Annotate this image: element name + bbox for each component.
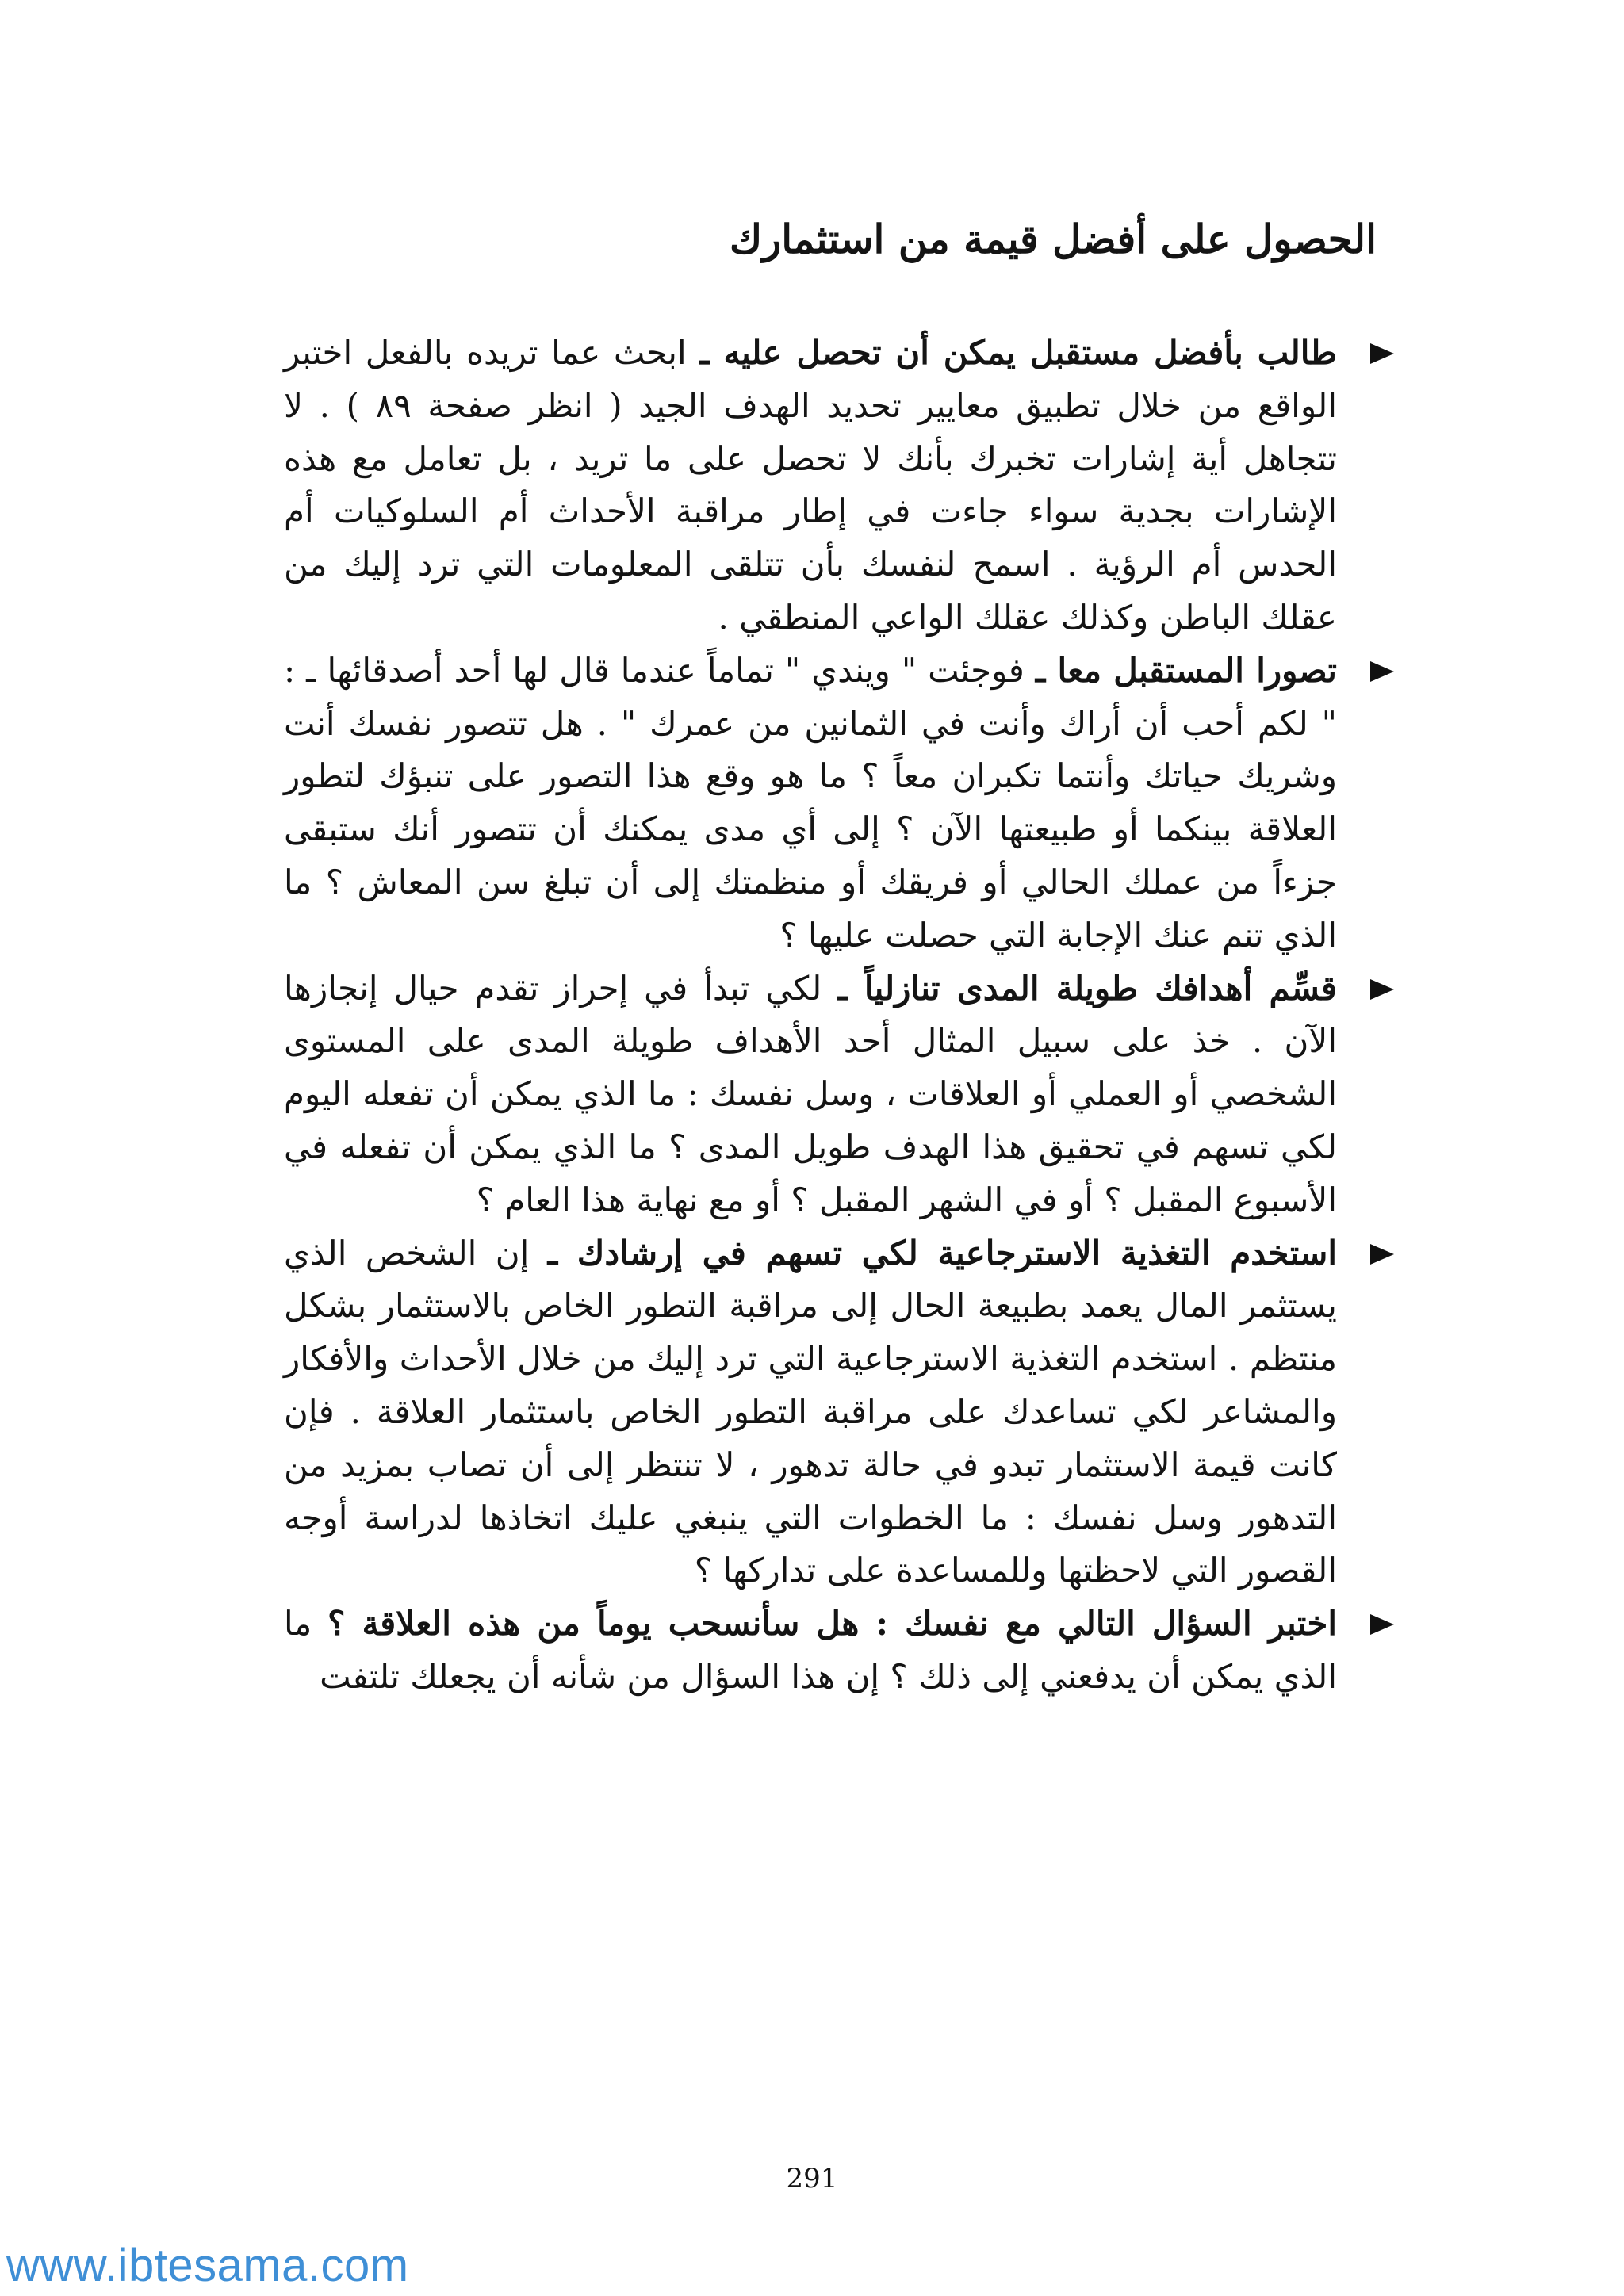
triangle-bullet-icon [1370, 343, 1394, 364]
bullet-lead: تصورا المستقبل معا ـ [1035, 650, 1337, 690]
bullet-lead: استخدم التغذية الاسترجاعية لكي تسهم في إرشادك ـ [547, 1233, 1337, 1272]
bullet-body: ما الذي يمكن أن يدفعني إلى ذلك ؟ إن هذا السؤال من شأنه أن يجعلك تلتفت [284, 1604, 1337, 1696]
bullet-list [284, 327, 1394, 1704]
bullet-item [284, 962, 1394, 1227]
bullet-item [284, 1227, 1394, 1598]
bullet-body: فوجئت " ويندي " تماماً عندما قال لها أحد أصدقائها ـ : " لكم أحب أن أراك وأنت في الثمانين من عمرك " . هل تتصور نفسك أنت وشريك حياتك وأنتما تكبران معاً ؟ ما هو وقع هذا التصور على تنبؤك لتطور العلاقة بينكما أو طبيعتها الآن ؟ إلى أي مدى يمكنك أن تتصور أنك ستبقى جزءاً من عملك الحالي أو فريقك أو منظمتك إلى أن تبلغ سن المعاش ؟ ما الذي تنم عنك الإجابة التي حصلت عليها ؟ [284, 650, 1337, 955]
page-title: الحصول على أفضل قيمة من استثمارك [729, 216, 1377, 262]
bullet-item [284, 327, 1394, 645]
bullet-body: لكي تبدأ في إحراز تقدم حيال إنجازها الآن . خذ على سبيل المثال أحد الأهداف طويلة المدى على المستوى الشخصي أو العملي أو العلاقات ، وسل نفسك : ما الذي يمكن أن تفعله اليوم لكي تسهم في تحقيق هذا الهدف طويل المدى ؟ ما الذي يمكن أن تفعله في الأسبوع المقبل ؟ أو في الشهر المقبل ؟ أو مع نهاية هذا العام ؟ [284, 968, 1337, 1219]
bullet-body: إن الشخص الذي يستثمر المال يعمد بطبيعة الحال إلى مراقبة التطور الخاص بالاستثمار بشكل منتظم . استخدم التغذية الاسترجاعية التي ترد إليك من خلال الأحداث والأفكار والمشاعر لكي تساعدك على مراقبة التطور الخاص باستثمار العلاقة . فإن كانت قيمة الاستثمار تبدو في حالة تدهور ، لا تنتظر إلى أن تصاب بمزيد من التدهور وسل نفسك : ما الخطوات التي ينبغي عليك اتخاذها لدراسة أوجه القصور التي لاحظتها وللمساعدة على تداركها ؟ [284, 1233, 1338, 1590]
bullet-item [284, 1598, 1394, 1704]
triangle-bullet-icon [1370, 1244, 1394, 1265]
bullet-body: ابحث عما تريده بالفعل اختبر الواقع من خلال تطبيق معايير تحديد الهدف الجيد ( انظر صفحة ٨٩ ) . لا تتجاهل أية إشارات تخبرك بأنك لا تحصل على ما تريد ، بل تعامل مع هذه الإشارات بجدية سواء جاءت في إطار مراقبة الأحداث أم السلوكيات أم الحدس أم الرؤية . اسمح لنفسك بأن تتلقى المعلومات التي ترد إليك من عقلك الباطن وكذلك عقلك الواعي المنطقي . [284, 333, 1337, 637]
bullet-lead: طالب بأفضل مستقبل يمكن أن تحصل عليه ـ [699, 333, 1337, 372]
bullet-item [284, 645, 1394, 962]
triangle-bullet-icon [1370, 661, 1394, 682]
page-number: 291 [786, 2163, 838, 2195]
bullet-lead: قسِّم أهدافك طويلة المدى تنازلياً ـ [837, 968, 1338, 1008]
watermark-url: www.ibtesama.com [6, 2240, 409, 2291]
triangle-bullet-icon [1370, 1614, 1394, 1635]
bullet-lead: اختبر السؤال التالي مع نفسك : هل سأنسحب يوماً من هذه العلاقة ؟ [327, 1604, 1337, 1644]
triangle-bullet-icon [1370, 979, 1394, 1000]
